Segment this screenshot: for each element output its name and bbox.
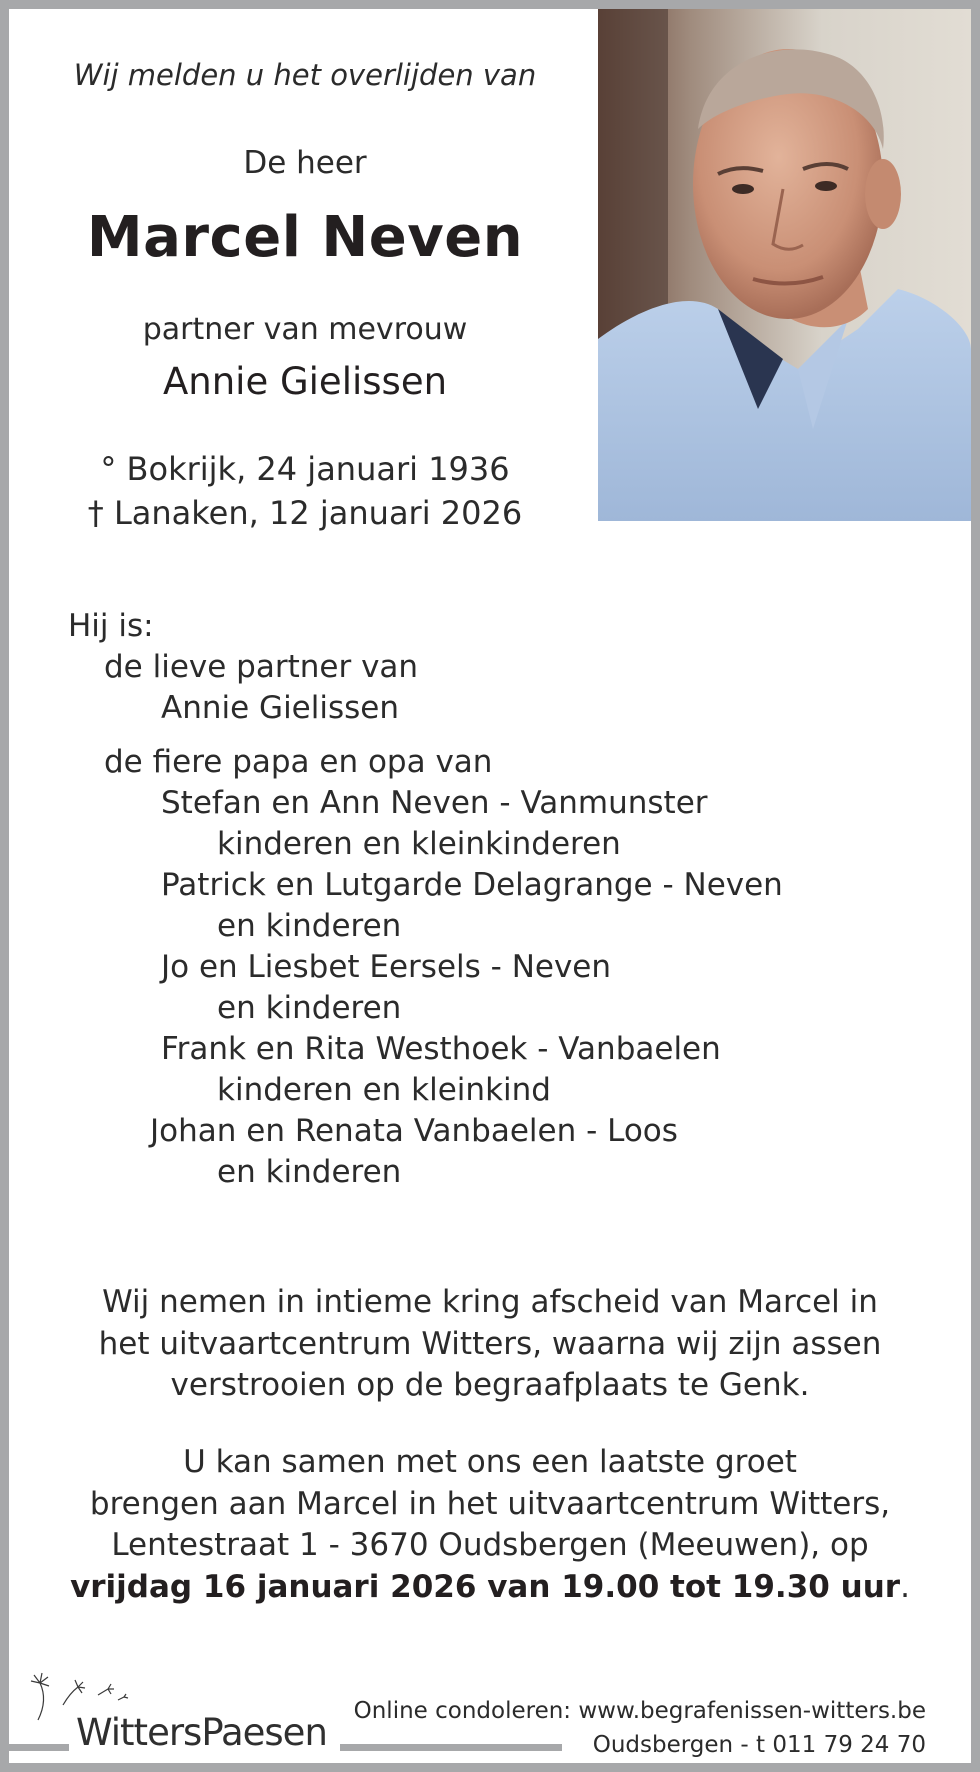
- greeting-line: U kan samen met ons een laatste groet: [183, 1444, 797, 1480]
- farewell-line: verstrooien op de begraafplaats te Genk.: [170, 1367, 810, 1403]
- parent-line: de fiere papa en opa van: [104, 744, 493, 780]
- child-name: Frank en Rita Westhoek - Vanbaelen: [161, 1031, 721, 1067]
- greeting-line: Lentestraat 1 - 3670 Oudsbergen (Meeuwen), op: [111, 1527, 869, 1563]
- greeting-date-line: [40, 1567, 940, 1609]
- child-name: Jo en Liesbet Eersels - Neven: [161, 949, 612, 985]
- birth-date: ° Bokrijk, 24 januari 1936: [100, 450, 510, 488]
- portrait-photo: [598, 9, 971, 521]
- greeting-paragraph: [40, 1442, 940, 1608]
- footer-rule-left: [9, 1744, 69, 1751]
- death-date: † Lanaken, 12 januari 2026: [87, 494, 523, 532]
- portrait-illustration: [598, 9, 971, 521]
- family-intro: Hij is:: [68, 608, 154, 644]
- child-name: Stefan en Ann Neven - Vanmunster: [161, 785, 708, 821]
- child-sub: en kinderen: [217, 1154, 402, 1190]
- honorific: De heer: [243, 145, 367, 181]
- partner-entry: Annie Gielissen: [161, 690, 399, 726]
- farewell-line: het uitvaartcentrum Witters, waarna wij zijn assen: [98, 1325, 882, 1362]
- condolence-link[interactable]: Online condoleren: www.begrafenissen-witters.be: [353, 1698, 926, 1724]
- contact-info: Oudsbergen - t 011 79 24 70: [592, 1732, 926, 1758]
- partner-label: partner van mevrouw: [142, 312, 468, 347]
- farewell-paragraph: [40, 1282, 940, 1407]
- greeting-period: .: [900, 1568, 910, 1605]
- child-name: Patrick en Lutgarde Delagrange - Neven: [161, 867, 783, 903]
- child-name: Johan en Renata Vanbaelen - Loos: [150, 1113, 678, 1149]
- partner-line: de lieve partner van: [104, 649, 419, 685]
- viewing-date: vrijdag 16 januari 2026 van 19.00 tot 19.30 uur: [70, 1568, 901, 1605]
- child-sub: en kinderen: [217, 990, 402, 1026]
- child-sub: kinderen en kleinkinderen: [217, 826, 621, 862]
- life-dates: [40, 447, 570, 535]
- logo-wordmark: WittersPaesen: [76, 1711, 327, 1754]
- deceased-name: Marcel Neven: [86, 205, 524, 270]
- farewell-line: Wij nemen in intieme kring afscheid van Marcel in: [102, 1284, 878, 1320]
- child-sub: en kinderen: [217, 908, 402, 944]
- greeting-line: brengen aan Marcel in het uitvaartcentrum Witters,: [89, 1485, 891, 1522]
- intro-text: Wij melden u het overlijden van: [73, 58, 537, 92]
- child-sub: kinderen en kleinkind: [217, 1072, 551, 1108]
- partner-name: Annie Gielissen: [162, 360, 448, 403]
